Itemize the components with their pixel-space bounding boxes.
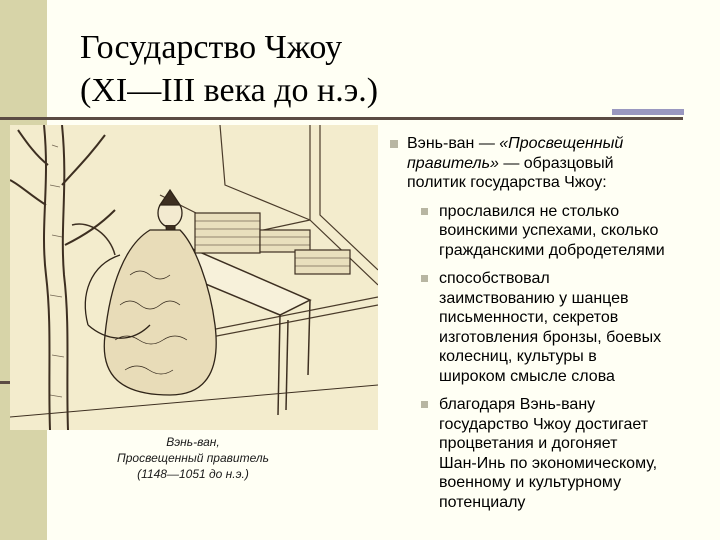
slide-title <box>80 26 700 112</box>
title-divider-rule <box>0 117 683 120</box>
sub-bullet-line: прославился не столько <box>439 202 620 220</box>
sub-bullet-line: военному и культурному <box>439 474 622 491</box>
title-line-2: (XI—III века до н.э.) <box>80 72 379 109</box>
sub-bullet-line: процветания и догоняет <box>439 435 618 452</box>
bullet-main <box>390 134 708 193</box>
bullet-main-text-italic: «Просвещенный <box>499 135 624 152</box>
sub-bullet-line: государство Чжоу достигает <box>439 415 649 433</box>
sub-bullet-line: заимствованию у шанцев <box>439 289 629 307</box>
bullet-main-line-3: политик государства Чжоу: <box>407 174 607 191</box>
sub-bullet-line: воинскими успехами, сколько <box>439 222 659 239</box>
square-bullet-icon <box>421 208 428 215</box>
bullet-main-line-1 <box>407 134 708 154</box>
square-bullet-icon <box>421 401 428 408</box>
sub-bullet-line: письменности, секретов <box>439 309 619 326</box>
wen-wang-illustration <box>10 125 378 430</box>
sub-bullet-3 <box>390 395 708 512</box>
sub-bullet-2 <box>390 269 708 386</box>
bullet-main-text-plain-2: — образцовый <box>498 154 614 172</box>
sub-bullet-line: Шан-Инь по экономическому, <box>439 454 658 472</box>
bullet-main-line-2 <box>407 154 708 174</box>
sub-bullet-line: способствовал <box>439 270 550 287</box>
square-bullet-icon <box>421 275 428 282</box>
bullet-content <box>390 134 708 512</box>
sub-bullet-line: изготовления бронзы, боевых <box>439 328 662 346</box>
illustration-caption <box>88 434 298 482</box>
bullet-main-text-italic-2: правитель» <box>407 154 499 172</box>
sub-bullet-line: потенциалу <box>439 493 526 511</box>
sub-bullet-line: гражданскими добродетелями <box>439 241 665 259</box>
bullet-main-text-plain: Вэнь-ван — <box>407 135 500 152</box>
title-line-1: Государство Чжоу <box>80 29 343 66</box>
caption-line-1: Вэнь-ван, <box>166 435 220 449</box>
sub-bullet-line: благодаря Вэнь-вану <box>439 396 596 413</box>
left-divider-stub <box>0 381 10 384</box>
sub-bullet-1 <box>390 202 708 261</box>
square-bullet-icon <box>390 140 398 148</box>
illustration-drawing <box>10 125 378 430</box>
sub-bullet-line: широком смысле слова <box>439 367 615 385</box>
title-accent-bar <box>612 109 684 115</box>
sub-bullet-line: колесниц, культуры в <box>439 348 597 365</box>
caption-line-2: Просвещенный правитель <box>117 451 269 465</box>
caption-line-3: (1148—1051 до н.э.) <box>137 467 249 481</box>
